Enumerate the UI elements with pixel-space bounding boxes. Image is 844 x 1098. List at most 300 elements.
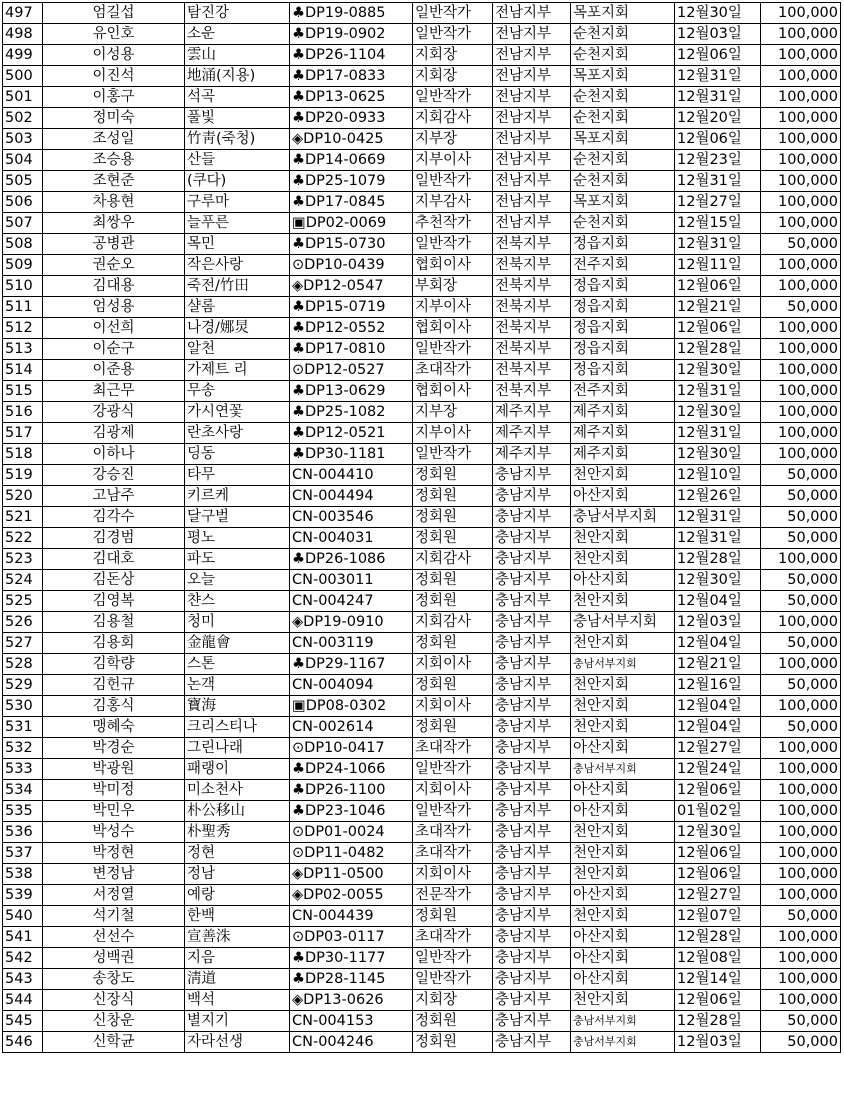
branch-name: 전남지부: [493, 87, 571, 108]
chapter-name: 충남서부지회: [571, 759, 675, 780]
member-role: 정회원: [413, 675, 493, 696]
table-row: [3, 549, 841, 570]
branch-name: 제주지부: [493, 444, 571, 465]
table-body: [3, 3, 841, 1053]
payment-amount: 100,000: [761, 360, 841, 381]
row-number: 512: [3, 318, 43, 339]
row-number: 510: [3, 276, 43, 297]
table-row: [3, 528, 841, 549]
member-code: ◈DP10-0425: [290, 129, 413, 150]
payment-date: 12월30일: [675, 822, 761, 843]
row-number: 531: [3, 717, 43, 738]
payment-amount: 100,000: [761, 759, 841, 780]
pen-name: 딩동: [185, 444, 290, 465]
row-number: 523: [3, 549, 43, 570]
payment-amount: 100,000: [761, 45, 841, 66]
branch-name: 충남지부: [493, 486, 571, 507]
row-number: 537: [3, 843, 43, 864]
chapter-name: 아산지회: [571, 738, 675, 759]
member-code: ◈DP11-0500: [290, 864, 413, 885]
member-code: ⊙DP03-0117: [290, 927, 413, 948]
chapter-name: 순천지회: [571, 45, 675, 66]
payment-amount: 100,000: [761, 612, 841, 633]
row-number: 541: [3, 927, 43, 948]
member-role: 지회장: [413, 66, 493, 87]
member-code: ▣DP02-0069: [290, 213, 413, 234]
table-row: [3, 192, 841, 213]
table-row: [3, 801, 841, 822]
payment-date: 12월06일: [675, 318, 761, 339]
member-name: 석기철: [43, 906, 185, 927]
branch-name: 충남지부: [493, 675, 571, 696]
payment-date: 12월26일: [675, 486, 761, 507]
row-number: 503: [3, 129, 43, 150]
member-name: 김용철: [43, 612, 185, 633]
payment-date: 12월23일: [675, 150, 761, 171]
table-row: [3, 717, 841, 738]
payment-amount: 50,000: [761, 633, 841, 654]
payment-date: 12월10일: [675, 465, 761, 486]
table-row: [3, 843, 841, 864]
payment-amount: 100,000: [761, 549, 841, 570]
member-code: CN-003546: [290, 507, 413, 528]
pen-name: 구루마: [185, 192, 290, 213]
member-role: 일반작가: [413, 3, 493, 24]
member-role: 초대작가: [413, 738, 493, 759]
pen-name: 가제트 리: [185, 360, 290, 381]
branch-name: 전남지부: [493, 150, 571, 171]
member-role: 정회원: [413, 591, 493, 612]
row-number: 504: [3, 150, 43, 171]
member-role: 지부장: [413, 129, 493, 150]
branch-name: 전북지부: [493, 276, 571, 297]
row-number: 499: [3, 45, 43, 66]
chapter-name: 천안지회: [571, 465, 675, 486]
row-number: 524: [3, 570, 43, 591]
pen-name: 한백: [185, 906, 290, 927]
table-row: [3, 633, 841, 654]
member-code: CN-004094: [290, 675, 413, 696]
pen-name: 청미: [185, 612, 290, 633]
payment-date: 12월27일: [675, 885, 761, 906]
payment-amount: 100,000: [761, 969, 841, 990]
table-row: [3, 906, 841, 927]
payment-date: 12월27일: [675, 738, 761, 759]
member-code: ♣DP17-0833: [290, 66, 413, 87]
row-number: 542: [3, 948, 43, 969]
member-name: 이하나: [43, 444, 185, 465]
member-name: 김영복: [43, 591, 185, 612]
payment-date: 12월06일: [675, 843, 761, 864]
member-name: 엄성용: [43, 297, 185, 318]
table-row: [3, 1032, 841, 1053]
pen-name: 샬롬: [185, 297, 290, 318]
payment-date: 12월31일: [675, 381, 761, 402]
table-row: [3, 612, 841, 633]
table-row: [3, 213, 841, 234]
row-number: 538: [3, 864, 43, 885]
member-role: 일반작가: [413, 171, 493, 192]
pen-name: 패랭이: [185, 759, 290, 780]
member-name: 권순오: [43, 255, 185, 276]
member-role: 정회원: [413, 717, 493, 738]
member-code: ⊙DP10-0417: [290, 738, 413, 759]
member-role: 초대작가: [413, 360, 493, 381]
table-row: [3, 129, 841, 150]
member-name: 김헌규: [43, 675, 185, 696]
member-name: 박성수: [43, 822, 185, 843]
member-role: 지부이사: [413, 150, 493, 171]
payment-amount: 100,000: [761, 318, 841, 339]
row-number: 502: [3, 108, 43, 129]
branch-name: 충남지부: [493, 507, 571, 528]
branch-name: 전남지부: [493, 108, 571, 129]
pen-name: 예랑: [185, 885, 290, 906]
table-row: [3, 66, 841, 87]
member-name: 정미숙: [43, 108, 185, 129]
pen-name: 스톤: [185, 654, 290, 675]
row-number: 533: [3, 759, 43, 780]
table-row: [3, 948, 841, 969]
member-role: 지회장: [413, 45, 493, 66]
member-role: 일반작가: [413, 234, 493, 255]
payment-date: 12월03일: [675, 1032, 761, 1053]
chapter-name: 아산지회: [571, 969, 675, 990]
payment-amount: 100,000: [761, 276, 841, 297]
pen-name: 오늘: [185, 570, 290, 591]
row-number: 529: [3, 675, 43, 696]
chapter-name: 천안지회: [571, 717, 675, 738]
pen-name: 키르케: [185, 486, 290, 507]
branch-name: 충남지부: [493, 570, 571, 591]
payment-amount: 50,000: [761, 906, 841, 927]
member-role: 지회감사: [413, 549, 493, 570]
payment-date: 12월27일: [675, 192, 761, 213]
pen-name: 알천: [185, 339, 290, 360]
row-number: 501: [3, 87, 43, 108]
member-code: ♣DP26-1104: [290, 45, 413, 66]
payment-amount: 100,000: [761, 402, 841, 423]
member-code: ♣DP25-1079: [290, 171, 413, 192]
member-role: 일반작가: [413, 969, 493, 990]
pen-name: 자라선생: [185, 1032, 290, 1053]
row-number: 526: [3, 612, 43, 633]
member-name: 고남주: [43, 486, 185, 507]
chapter-name: 충남서부지회: [571, 1011, 675, 1032]
branch-name: 전북지부: [493, 297, 571, 318]
payment-amount: 100,000: [761, 255, 841, 276]
chapter-name: 정읍지회: [571, 234, 675, 255]
table-row: [3, 444, 841, 465]
payment-amount: 50,000: [761, 570, 841, 591]
row-number: 530: [3, 696, 43, 717]
chapter-name: 천안지회: [571, 864, 675, 885]
chapter-name: 제주지회: [571, 423, 675, 444]
member-name: 이준용: [43, 360, 185, 381]
chapter-name: 천안지회: [571, 528, 675, 549]
member-role: 정회원: [413, 633, 493, 654]
chapter-name: 충남서부지회: [571, 654, 675, 675]
chapter-name: 전주지회: [571, 381, 675, 402]
chapter-name: 아산지회: [571, 927, 675, 948]
branch-name: 충남지부: [493, 612, 571, 633]
pen-name: 金龍會: [185, 633, 290, 654]
branch-name: 충남지부: [493, 1032, 571, 1053]
member-code: CN-003011: [290, 570, 413, 591]
chapter-name: 정읍지회: [571, 297, 675, 318]
member-code: ♣DP25-1082: [290, 402, 413, 423]
row-number: 509: [3, 255, 43, 276]
payment-amount: 100,000: [761, 696, 841, 717]
member-name: 최쌍우: [43, 213, 185, 234]
branch-name: 충남지부: [493, 465, 571, 486]
member-role: 정회원: [413, 906, 493, 927]
member-code: ▣DP08-0302: [290, 696, 413, 717]
row-number: 546: [3, 1032, 43, 1053]
branch-name: 전북지부: [493, 318, 571, 339]
member-role: 협회이사: [413, 255, 493, 276]
payment-amount: 100,000: [761, 381, 841, 402]
pen-name: 달구벌: [185, 507, 290, 528]
chapter-name: 아산지회: [571, 801, 675, 822]
member-role: 지부감사: [413, 192, 493, 213]
chapter-name: 순천지회: [571, 24, 675, 45]
payment-amount: 100,000: [761, 192, 841, 213]
payment-amount: 100,000: [761, 927, 841, 948]
payment-date: 12월06일: [675, 276, 761, 297]
member-code: ♣DP26-1100: [290, 780, 413, 801]
payment-date: 12월04일: [675, 696, 761, 717]
member-name: 최근무: [43, 381, 185, 402]
branch-name: 충남지부: [493, 927, 571, 948]
pen-name: 寶海: [185, 696, 290, 717]
chapter-name: 천안지회: [571, 906, 675, 927]
member-role: 초대작가: [413, 927, 493, 948]
member-role: 지회감사: [413, 108, 493, 129]
row-number: 544: [3, 990, 43, 1011]
member-role: 지부이사: [413, 297, 493, 318]
row-number: 497: [3, 3, 43, 24]
chapter-name: 정읍지회: [571, 360, 675, 381]
chapter-name: 순천지회: [571, 150, 675, 171]
member-code: ♣DP12-0552: [290, 318, 413, 339]
table-row: [3, 864, 841, 885]
chapter-name: 순천지회: [571, 213, 675, 234]
chapter-name: 충남서부지회: [571, 1032, 675, 1053]
member-name: 변정남: [43, 864, 185, 885]
member-code: ◈DP02-0055: [290, 885, 413, 906]
pen-name: 죽전/竹田: [185, 276, 290, 297]
payment-amount: 100,000: [761, 213, 841, 234]
branch-name: 전북지부: [493, 381, 571, 402]
member-name: 신창운: [43, 1011, 185, 1032]
payment-date: 12월15일: [675, 213, 761, 234]
member-code: ♣DP15-0719: [290, 297, 413, 318]
branch-name: 전북지부: [493, 339, 571, 360]
member-code: ♣DP14-0669: [290, 150, 413, 171]
payment-amount: 100,000: [761, 654, 841, 675]
table-row: [3, 696, 841, 717]
table-row: [3, 108, 841, 129]
member-role: 일반작가: [413, 87, 493, 108]
table-row: [3, 759, 841, 780]
branch-name: 전남지부: [493, 129, 571, 150]
table-row: [3, 570, 841, 591]
row-number: 511: [3, 297, 43, 318]
table-row: [3, 990, 841, 1011]
chapter-name: 천안지회: [571, 990, 675, 1011]
pen-name: 그린나래: [185, 738, 290, 759]
table-row: [3, 969, 841, 990]
branch-name: 충남지부: [493, 549, 571, 570]
member-name: 박광원: [43, 759, 185, 780]
table-row: [3, 339, 841, 360]
chapter-name: 순천지회: [571, 87, 675, 108]
payment-date: 01월02일: [675, 801, 761, 822]
row-number: 535: [3, 801, 43, 822]
payment-amount: 50,000: [761, 675, 841, 696]
branch-name: 충남지부: [493, 528, 571, 549]
pen-name: 석곡: [185, 87, 290, 108]
pen-name: 별지기: [185, 1011, 290, 1032]
table-row: [3, 423, 841, 444]
branch-name: 전남지부: [493, 24, 571, 45]
chapter-name: 아산지회: [571, 780, 675, 801]
member-name: 이성용: [43, 45, 185, 66]
row-number: 518: [3, 444, 43, 465]
member-role: 정회원: [413, 465, 493, 486]
member-code: CN-003119: [290, 633, 413, 654]
member-code: ◈DP12-0547: [290, 276, 413, 297]
member-role: 일반작가: [413, 339, 493, 360]
branch-name: 충남지부: [493, 633, 571, 654]
chapter-name: 제주지회: [571, 402, 675, 423]
row-number: 513: [3, 339, 43, 360]
payment-date: 12월06일: [675, 864, 761, 885]
chapter-name: 목포지회: [571, 129, 675, 150]
payment-date: 12월31일: [675, 234, 761, 255]
payment-amount: 100,000: [761, 864, 841, 885]
pen-name: 지음: [185, 948, 290, 969]
member-name: 이선희: [43, 318, 185, 339]
member-code: ◈DP19-0910: [290, 612, 413, 633]
table-row: [3, 927, 841, 948]
member-code: ♣DP17-0810: [290, 339, 413, 360]
row-number: 543: [3, 969, 43, 990]
member-name: 박정현: [43, 843, 185, 864]
row-number: 514: [3, 360, 43, 381]
payment-amount: 100,000: [761, 423, 841, 444]
branch-name: 전남지부: [493, 3, 571, 24]
chapter-name: 전주지회: [571, 255, 675, 276]
payment-amount: 100,000: [761, 801, 841, 822]
branch-name: 제주지부: [493, 423, 571, 444]
payment-amount: 50,000: [761, 591, 841, 612]
branch-name: 충남지부: [493, 1011, 571, 1032]
member-name: 김용회: [43, 633, 185, 654]
branch-name: 충남지부: [493, 696, 571, 717]
member-name: 공병관: [43, 234, 185, 255]
member-role: 지회이사: [413, 864, 493, 885]
branch-name: 충남지부: [493, 948, 571, 969]
member-code: ♣DP20-0933: [290, 108, 413, 129]
member-role: 일반작가: [413, 24, 493, 45]
member-code: ⊙DP01-0024: [290, 822, 413, 843]
member-code: ♣DP19-0885: [290, 3, 413, 24]
member-role: 일반작가: [413, 801, 493, 822]
payment-date: 12월30일: [675, 360, 761, 381]
pen-name: 淸道: [185, 969, 290, 990]
table-row: [3, 885, 841, 906]
member-name: 김경범: [43, 528, 185, 549]
member-name: 이진석: [43, 66, 185, 87]
member-role: 정회원: [413, 486, 493, 507]
payment-date: 12월03일: [675, 24, 761, 45]
payment-amount: 100,000: [761, 3, 841, 24]
member-name: 유인호: [43, 24, 185, 45]
table-row: [3, 255, 841, 276]
payment-amount: 50,000: [761, 717, 841, 738]
member-role: 추천작가: [413, 213, 493, 234]
member-role: 지회이사: [413, 696, 493, 717]
payment-date: 12월07일: [675, 906, 761, 927]
row-number: 536: [3, 822, 43, 843]
row-number: 522: [3, 528, 43, 549]
chapter-name: 순천지회: [571, 108, 675, 129]
member-role: 일반작가: [413, 948, 493, 969]
chapter-name: 정읍지회: [571, 276, 675, 297]
member-code: ♣DP13-0625: [290, 87, 413, 108]
member-name: 신장식: [43, 990, 185, 1011]
table-row: [3, 654, 841, 675]
branch-name: 충남지부: [493, 843, 571, 864]
payment-date: 12월30일: [675, 444, 761, 465]
branch-name: 충남지부: [493, 969, 571, 990]
row-number: 516: [3, 402, 43, 423]
table-row: [3, 402, 841, 423]
member-code: ♣DP17-0845: [290, 192, 413, 213]
payment-date: 12월31일: [675, 528, 761, 549]
pen-name: 논객: [185, 675, 290, 696]
chapter-name: 아산지회: [571, 570, 675, 591]
chapter-name: 아산지회: [571, 486, 675, 507]
member-role: 지회이사: [413, 780, 493, 801]
payment-amount: 100,000: [761, 843, 841, 864]
payment-date: 12월06일: [675, 129, 761, 150]
pen-name: 평노: [185, 528, 290, 549]
row-number: 519: [3, 465, 43, 486]
payment-date: 12월08일: [675, 948, 761, 969]
payment-date: 12월28일: [675, 339, 761, 360]
member-name: 성백권: [43, 948, 185, 969]
member-role: 지부이사: [413, 423, 493, 444]
member-code: CN-004246: [290, 1032, 413, 1053]
row-number: 521: [3, 507, 43, 528]
member-role: 정회원: [413, 528, 493, 549]
table-row: [3, 360, 841, 381]
branch-name: 전북지부: [493, 234, 571, 255]
table-row: [3, 486, 841, 507]
payment-date: 12월21일: [675, 654, 761, 675]
pen-name: 타무: [185, 465, 290, 486]
table-row: [3, 465, 841, 486]
member-role: 초대작가: [413, 843, 493, 864]
payment-date: 12월31일: [675, 171, 761, 192]
payment-amount: 100,000: [761, 885, 841, 906]
payment-amount: 50,000: [761, 234, 841, 255]
payment-amount: 100,000: [761, 780, 841, 801]
branch-name: 충남지부: [493, 591, 571, 612]
